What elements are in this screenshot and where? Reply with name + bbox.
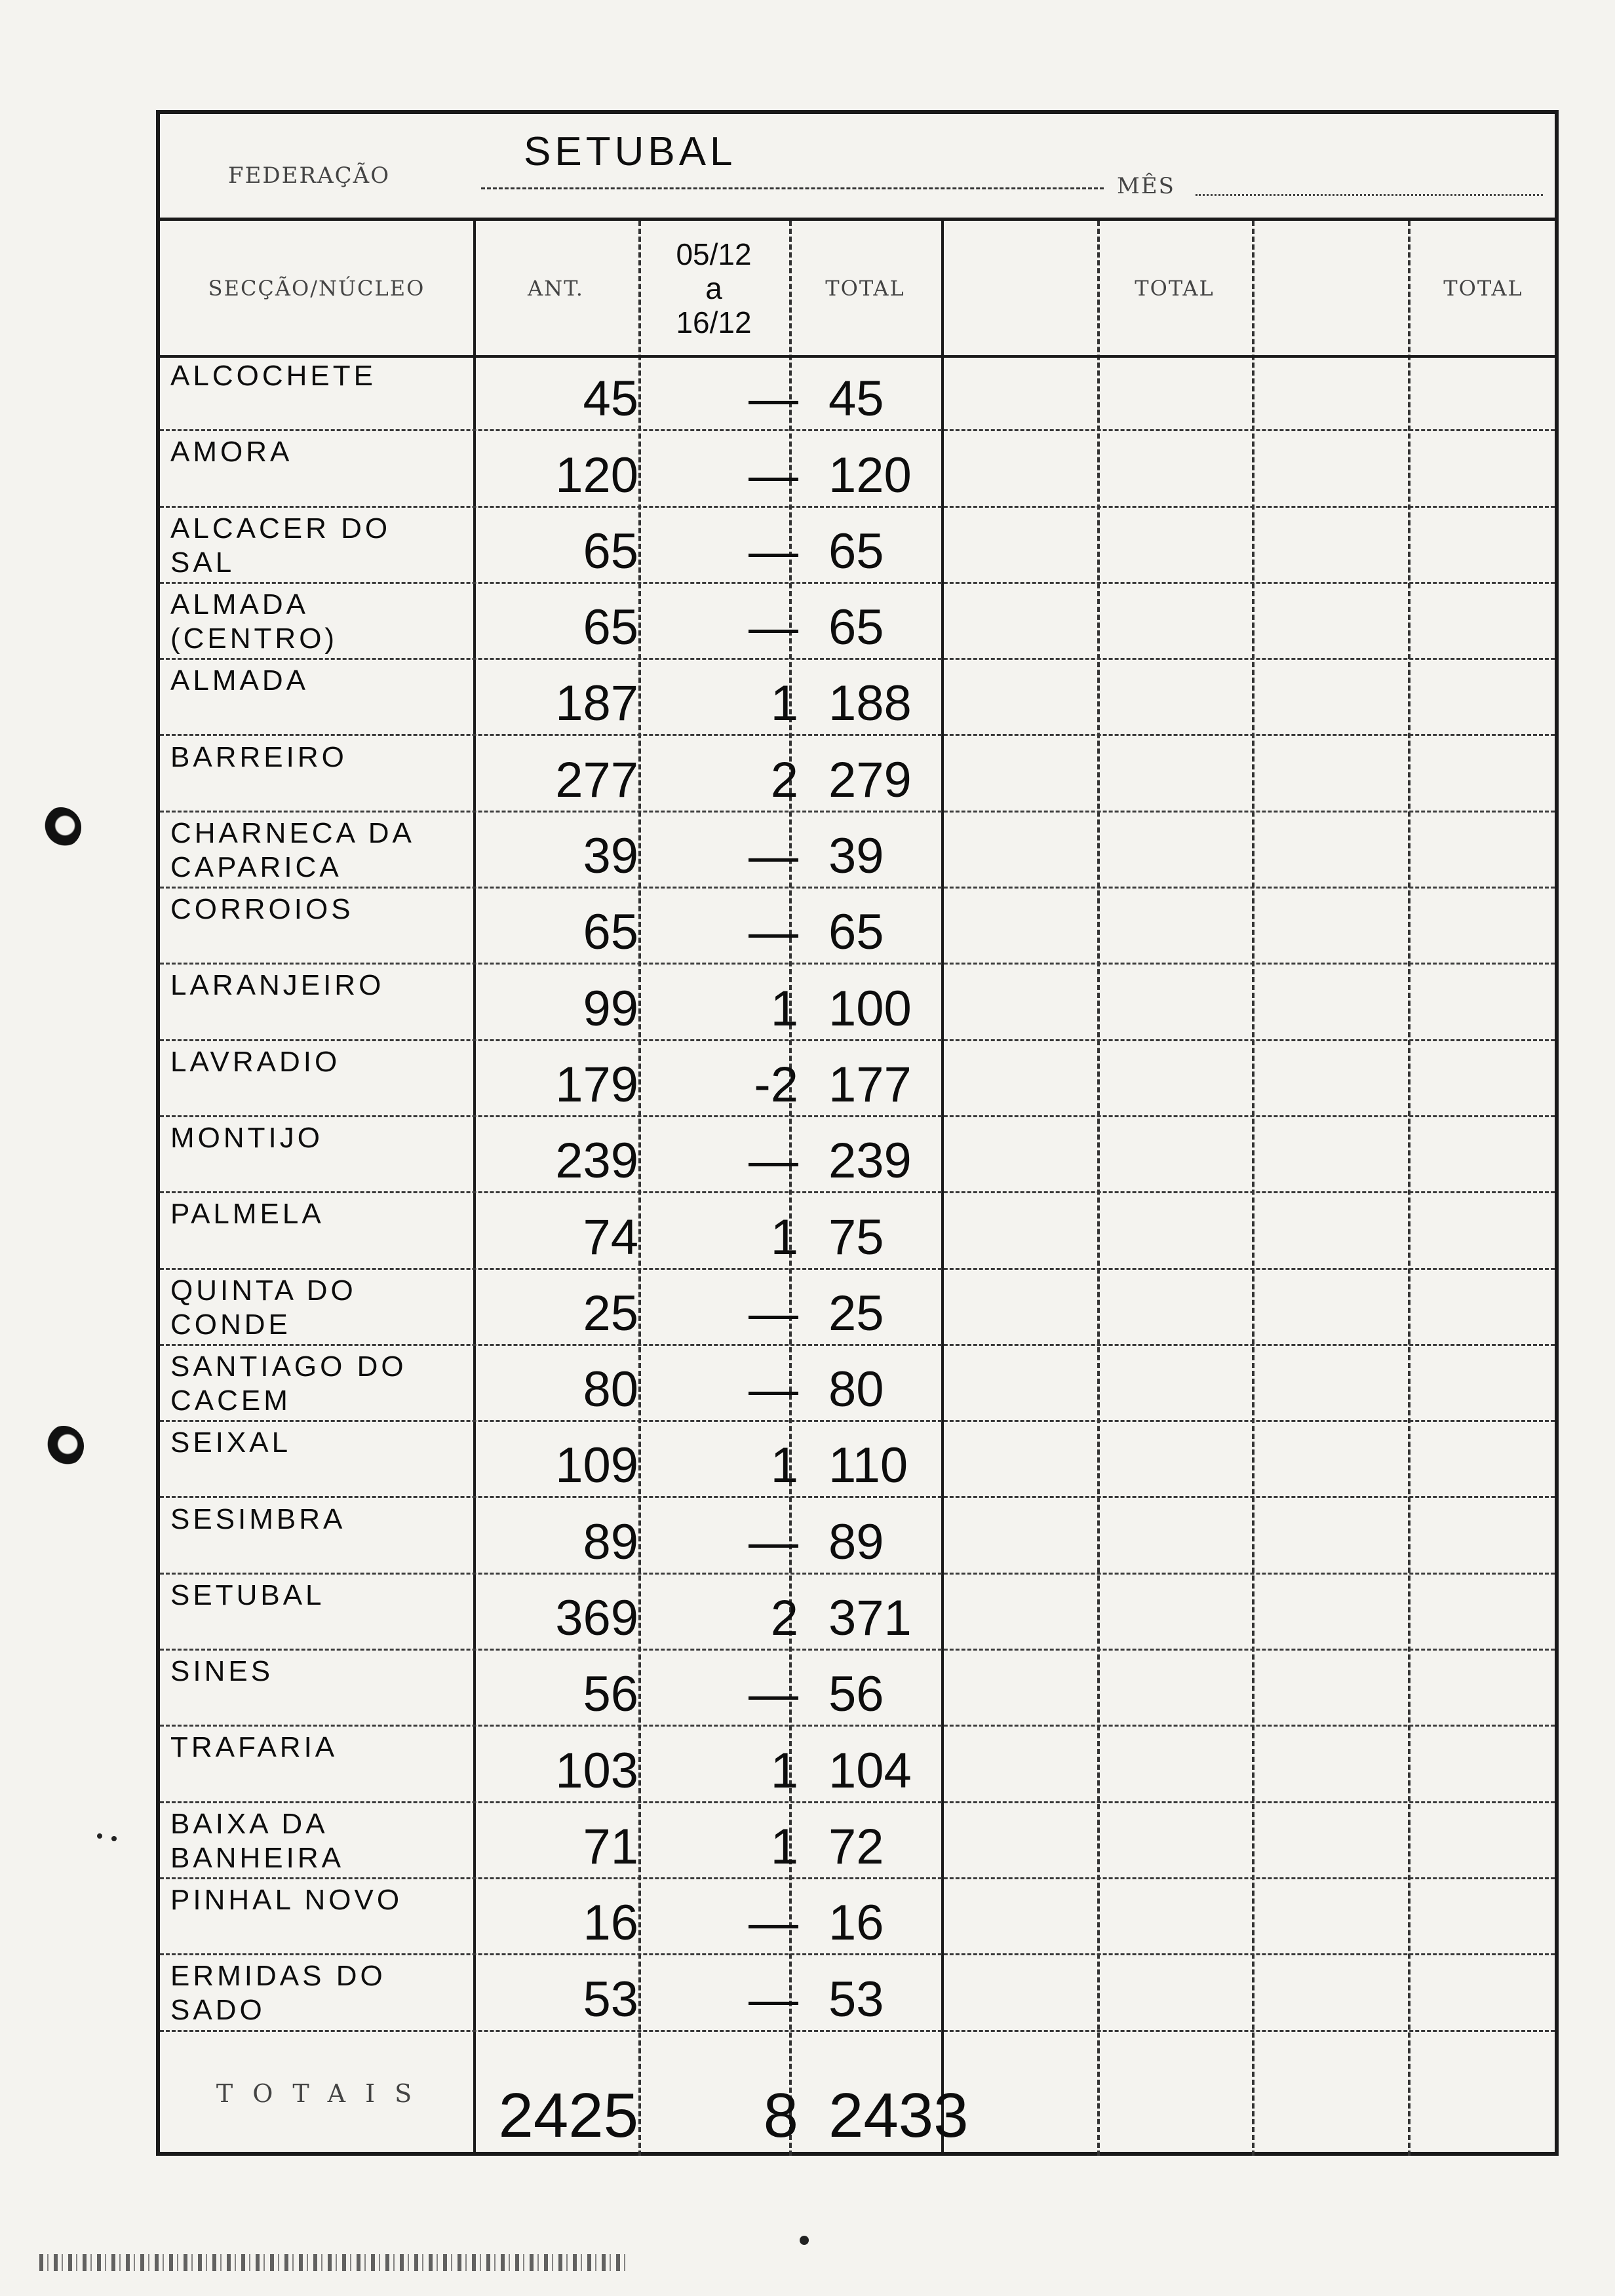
row-ant-value: 65 [583, 904, 638, 961]
row-total-value: 279 [828, 752, 912, 808]
row-seccao-name: SESIMBRA [170, 1502, 346, 1535]
row-ant-value: 39 [583, 828, 638, 885]
scan-artifact [39, 2254, 629, 2271]
col-header-period [638, 221, 789, 355]
scan-speck [97, 1833, 102, 1839]
row-seccao-name: AMORA [170, 436, 293, 469]
row-seccao-name: CHARNECA DA CAPARICA [170, 816, 414, 883]
row-seccao-name: QUINTA DO CONDE [170, 1274, 357, 1341]
row-period-value: — [749, 1514, 798, 1570]
row-ant-value: 99 [583, 980, 638, 1037]
table-row [160, 889, 1555, 965]
row-period-value: 2 [770, 1590, 798, 1647]
row-period-value: — [749, 1971, 798, 2027]
row-period-value: 1 [770, 676, 798, 732]
row-ant-value: 80 [583, 1362, 638, 1418]
row-period-value: 1 [770, 1818, 798, 1875]
row-total-value: 65 [828, 600, 884, 656]
table-row [160, 1117, 1555, 1193]
row-total-value: 45 [828, 371, 884, 427]
row-seccao-name: SANTIAGO DO CACEM [170, 1350, 407, 1417]
table-row [160, 737, 1555, 813]
row-ant-value: 179 [555, 1056, 638, 1113]
row-total-value: 72 [828, 1818, 884, 1875]
row-ant-value: 277 [555, 752, 638, 808]
row-ant-value: 103 [555, 1742, 638, 1799]
row-total-value: 25 [828, 1285, 884, 1341]
row-period-value: — [749, 828, 798, 885]
period-from: 05/12 [676, 237, 752, 271]
row-ant-value: 120 [555, 447, 638, 503]
row-ant-value: 71 [583, 1818, 638, 1875]
table-row [160, 431, 1555, 507]
col-header-total-3: TOTAL [1443, 275, 1523, 301]
row-total-value: 177 [828, 1056, 912, 1113]
membership-form [156, 110, 1559, 2156]
row-ant-value: 65 [583, 523, 638, 579]
row-period-value: — [749, 371, 798, 427]
table-row [160, 584, 1555, 660]
row-ant-value: 74 [583, 1209, 638, 1265]
row-period-value: — [749, 1895, 798, 1951]
row-ant-value: 56 [583, 1666, 638, 1723]
row-ant-value: 187 [555, 676, 638, 732]
row-period-value: 1 [770, 1209, 798, 1265]
totals-label: TOTAIS [216, 2079, 432, 2109]
table-row [160, 1879, 1555, 1955]
table-row [160, 1270, 1555, 1346]
row-period-value: -2 [754, 1056, 798, 1113]
row-total-value: 120 [828, 447, 912, 503]
col-header-total-2: TOTAL [1135, 275, 1215, 301]
mes-underline [1196, 194, 1543, 196]
row-ant-value: 369 [555, 1590, 638, 1647]
row-ant-value: 109 [555, 1438, 638, 1494]
row-ant-value: 25 [583, 1285, 638, 1341]
row-seccao-name: ALMADA [170, 664, 309, 697]
row-period-value: — [749, 600, 798, 656]
form-header [160, 114, 1555, 221]
row-total-value: 104 [828, 1742, 912, 1799]
period-to: 16/12 [676, 305, 752, 339]
row-ant-value: 239 [555, 1133, 638, 1189]
row-total-value: 110 [828, 1438, 908, 1494]
row-period-value: — [749, 1285, 798, 1341]
federacao-label: FEDERAÇÃO [228, 163, 391, 189]
federacao-value: SETUBAL [524, 129, 737, 174]
table-row [160, 1499, 1555, 1575]
row-seccao-name: CORROIOS [170, 893, 354, 926]
row-period-value: 2 [770, 752, 798, 808]
row-seccao-name: LARANJEIRO [170, 969, 385, 1002]
col-header-seccao: SECÇÃO/NÚCLEO [208, 275, 425, 301]
table-row [160, 1346, 1555, 1422]
row-seccao-name: ALCOCHETE [170, 360, 376, 392]
row-seccao-name: SETUBAL [170, 1578, 325, 1611]
row-seccao-name: SEIXAL [170, 1426, 292, 1459]
totals-row [160, 2032, 1555, 2156]
table-row [160, 965, 1555, 1041]
federacao-underline [481, 187, 1104, 189]
table-row [160, 355, 1555, 431]
totals-ant-value: 2425 [498, 2080, 638, 2151]
row-total-value: 80 [828, 1362, 884, 1418]
row-period-value: 1 [770, 980, 798, 1037]
scan-speck [111, 1836, 117, 1841]
row-total-value: 65 [828, 904, 884, 961]
col-header-ant: ANT. [528, 275, 584, 301]
totals-total-value: 2433 [828, 2080, 969, 2151]
row-seccao-name: ALMADA (CENTRO) [170, 588, 338, 655]
row-seccao-name: PALMELA [170, 1198, 324, 1231]
row-ant-value: 16 [583, 1895, 638, 1951]
table-row [160, 1955, 1555, 2031]
row-period-value: — [749, 1133, 798, 1189]
scan-speck [800, 2236, 809, 2245]
row-total-value: 89 [828, 1514, 884, 1570]
row-ant-value: 65 [583, 600, 638, 656]
table-row [160, 660, 1555, 736]
row-period-value: — [749, 1362, 798, 1418]
col-header-total: TOTAL [825, 275, 905, 301]
row-seccao-name: ERMIDAS DO SADO [170, 1960, 386, 2027]
table-row [160, 1651, 1555, 1727]
data-grid [160, 221, 1555, 2156]
row-period-value: — [749, 523, 798, 579]
table-row [160, 1422, 1555, 1498]
table-row [160, 813, 1555, 889]
row-total-value: 56 [828, 1666, 884, 1723]
row-total-value: 100 [828, 980, 912, 1037]
row-total-value: 65 [828, 523, 884, 579]
row-total-value: 16 [828, 1895, 884, 1951]
row-total-value: 239 [828, 1133, 912, 1189]
period-separator: a [705, 271, 722, 305]
row-seccao-name: MONTIJO [170, 1122, 323, 1154]
row-total-value: 371 [828, 1590, 912, 1647]
table-row [160, 1727, 1555, 1803]
row-seccao-name: TRAFARIA [170, 1731, 338, 1764]
row-total-value: 75 [828, 1209, 884, 1265]
table-row [160, 1803, 1555, 1879]
punch-hole-top [41, 807, 81, 848]
row-ant-value: 53 [583, 1971, 638, 2027]
totals-period-value: 8 [763, 2080, 798, 2151]
row-seccao-name: LAVRADIO [170, 1045, 341, 1078]
row-period-value: — [749, 447, 798, 503]
table-row [160, 508, 1555, 584]
row-total-value: 188 [828, 676, 912, 732]
row-total-value: 39 [828, 828, 884, 885]
table-row [160, 1193, 1555, 1269]
row-seccao-name: ALCACER DO SAL [170, 512, 391, 579]
row-period-value: — [749, 904, 798, 961]
table-row [160, 1575, 1555, 1651]
row-ant-value: 89 [583, 1514, 638, 1570]
row-seccao-name: PINHAL NOVO [170, 1884, 403, 1916]
row-period-value: 1 [770, 1742, 798, 1799]
punch-hole-bottom [43, 1426, 84, 1466]
table-row [160, 1041, 1555, 1117]
row-period-value: 1 [770, 1438, 798, 1494]
row-seccao-name: BAIXA DA BANHEIRA [170, 1807, 344, 1874]
row-seccao-name: SINES [170, 1655, 274, 1688]
row-total-value: 53 [828, 1971, 884, 2027]
mes-label: MÊS [1117, 173, 1175, 199]
row-seccao-name: BARREIRO [170, 740, 347, 773]
row-period-value: — [749, 1666, 798, 1723]
row-ant-value: 45 [583, 371, 638, 427]
